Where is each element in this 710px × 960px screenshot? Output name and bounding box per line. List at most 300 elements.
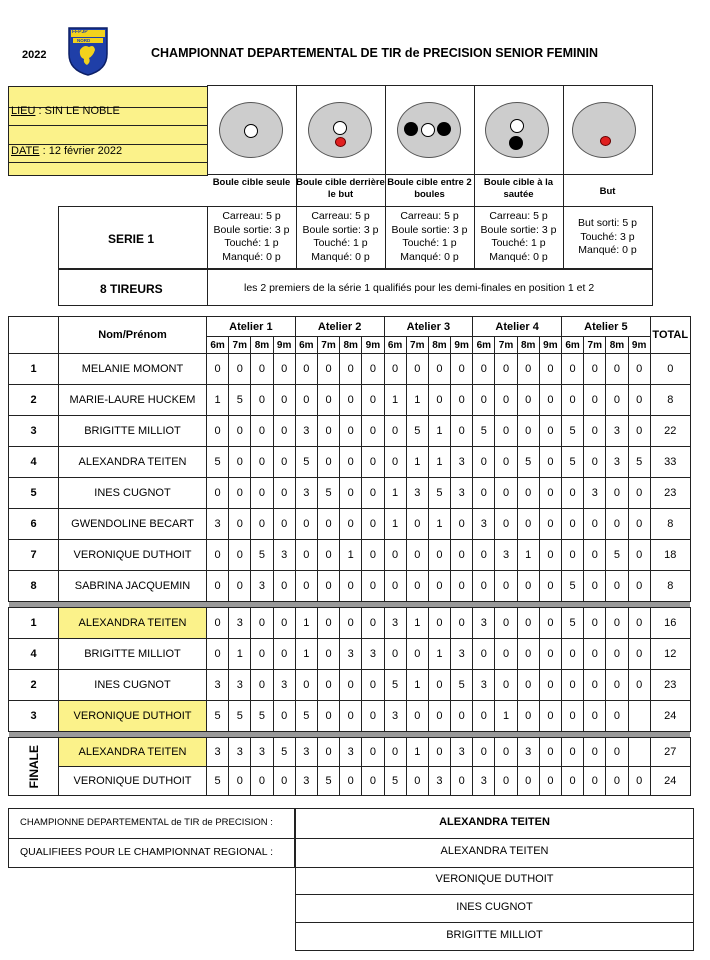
rule: Boule sortie: 3 p: [391, 223, 468, 236]
rules-atelier3: [385, 210, 474, 264]
score-cell: 0: [295, 571, 317, 602]
player-name: INES CUGNOT: [59, 478, 207, 509]
score-cell: 0: [428, 608, 450, 639]
player-name: VERONIQUE DUTHOIT: [59, 767, 207, 796]
qualified-4: BRIGITTE MILLIOT: [446, 929, 543, 941]
score-cell: 0: [317, 738, 339, 767]
lieu-value: : SIN LE NOBLE: [35, 105, 120, 117]
table-row: [9, 670, 691, 701]
score-cell: 0: [517, 701, 539, 732]
score-cell: 3: [451, 639, 473, 670]
score-cell: 0: [207, 571, 229, 602]
score-cell: 0: [340, 354, 362, 385]
score-cell: 0: [362, 701, 384, 732]
score-cell: 1: [406, 738, 428, 767]
score-cell: 0: [584, 701, 606, 732]
score-cell: 3: [584, 478, 606, 509]
score-cell: 0: [562, 385, 584, 416]
score-cell: 0: [295, 540, 317, 571]
table-row: [9, 571, 691, 602]
score-cell: 0: [495, 416, 517, 447]
rule: Manqué: 0 p: [222, 250, 281, 263]
score-cell: 0: [362, 608, 384, 639]
score-cell: 1: [406, 608, 428, 639]
finale-cell: [9, 738, 59, 796]
distance-header: 6m: [562, 337, 584, 354]
score-cell: 0: [406, 767, 428, 796]
year: 2022: [22, 49, 47, 61]
score-cell: 0: [340, 670, 362, 701]
score-cell: 0: [384, 738, 406, 767]
score-cell: 0: [340, 385, 362, 416]
score-cell: 1: [428, 639, 450, 670]
score-cell: 0: [451, 608, 473, 639]
score-cell: 0: [473, 478, 495, 509]
score-cell: 0: [562, 478, 584, 509]
score-cell: 3: [207, 670, 229, 701]
score-cell: 0: [606, 639, 628, 670]
score-cell: 3: [229, 738, 251, 767]
score-cell: 3: [229, 670, 251, 701]
score-cell: 0: [251, 670, 273, 701]
player-name: GWENDOLINE BECART: [59, 509, 207, 540]
score-cell: 0: [606, 767, 628, 796]
score-cell: 3: [517, 738, 539, 767]
score-cell: 3: [473, 608, 495, 639]
score-cell: 0: [495, 767, 517, 796]
score-cell: 0: [539, 447, 561, 478]
score-cell: 0: [317, 509, 339, 540]
total-cell: 0: [650, 354, 690, 385]
score-cell: 5: [229, 701, 251, 732]
score-cell: 1: [517, 540, 539, 571]
score-cell: 0: [229, 767, 251, 796]
score-cell: 0: [229, 354, 251, 385]
score-cell: 0: [273, 767, 295, 796]
atelier-title-2: Boule cible derrière le but: [296, 177, 385, 200]
score-cell: 1: [428, 509, 450, 540]
score-cell: [628, 701, 650, 732]
date-line: [11, 145, 122, 157]
rule: Touché: 1 p: [402, 237, 457, 249]
lieu-label: LIEU: [11, 105, 36, 117]
score-cell: 0: [495, 447, 517, 478]
score-cell: 0: [273, 416, 295, 447]
finale-label: FINALE: [26, 744, 41, 789]
rank-cell: 7: [9, 540, 59, 571]
score-cell: 3: [229, 608, 251, 639]
table-row: [9, 385, 691, 416]
score-cell: 5: [562, 447, 584, 478]
rank-cell: 4: [9, 639, 59, 670]
score-cell: 0: [340, 571, 362, 602]
score-cell: 0: [584, 540, 606, 571]
score-cell: 0: [539, 478, 561, 509]
score-cell: 3: [273, 540, 295, 571]
score-cell: 0: [584, 354, 606, 385]
score-cell: 3: [406, 478, 428, 509]
atelier-header: Atelier 2: [295, 317, 384, 337]
score-cell: 0: [517, 354, 539, 385]
score-cell: 0: [606, 571, 628, 602]
distance-header: 8m: [340, 337, 362, 354]
score-cell: 0: [317, 608, 339, 639]
distance-header: 8m: [251, 337, 273, 354]
rank-cell: 4: [9, 447, 59, 478]
score-cell: 0: [451, 701, 473, 732]
player-name: MELANIE MOMONT: [59, 354, 207, 385]
score-cell: 0: [273, 608, 295, 639]
score-cell: 0: [539, 540, 561, 571]
total-cell: 8: [650, 509, 690, 540]
score-cell: 0: [473, 385, 495, 416]
score-cell: 1: [295, 639, 317, 670]
distance-header: 6m: [384, 337, 406, 354]
player-name: SABRINA JACQUEMIN: [59, 571, 207, 602]
score-cell: 0: [628, 478, 650, 509]
info-box: [8, 86, 208, 176]
score-cell: 0: [539, 738, 561, 767]
rank-cell: 3: [9, 416, 59, 447]
name-header: Nom/Prénom: [59, 317, 207, 354]
score-cell: 5: [207, 447, 229, 478]
score-cell: 0: [562, 540, 584, 571]
score-cell: 1: [229, 639, 251, 670]
score-cell: 0: [539, 416, 561, 447]
score-cell: 3: [251, 571, 273, 602]
rule: Boule sortie: 3 p: [302, 223, 379, 236]
distance-header: 9m: [539, 337, 561, 354]
score-cell: 0: [406, 540, 428, 571]
score-cell: 0: [606, 738, 628, 767]
score-cell: 0: [229, 447, 251, 478]
score-cell: 0: [251, 767, 273, 796]
score-cell: 5: [295, 701, 317, 732]
distance-header: 7m: [495, 337, 517, 354]
score-cell: 3: [295, 738, 317, 767]
score-cell: 0: [628, 509, 650, 540]
score-cell: 0: [340, 701, 362, 732]
table-row: [9, 540, 691, 571]
rank-cell: 2: [9, 385, 59, 416]
score-cell: 0: [517, 670, 539, 701]
score-cell: 0: [451, 767, 473, 796]
score-cell: 0: [207, 354, 229, 385]
atelier-header: Atelier 1: [207, 317, 296, 337]
score-cell: 0: [495, 354, 517, 385]
table-row: [9, 608, 691, 639]
score-cell: 3: [428, 767, 450, 796]
score-cell: 0: [295, 670, 317, 701]
score-cell: 0: [451, 509, 473, 540]
score-cell: 5: [317, 478, 339, 509]
score-cell: 0: [562, 509, 584, 540]
score-cell: 0: [584, 509, 606, 540]
rank-cell: 2: [9, 670, 59, 701]
score-cell: 0: [362, 447, 384, 478]
score-cell: 0: [406, 639, 428, 670]
score-cell: 0: [473, 447, 495, 478]
score-cell: 0: [517, 509, 539, 540]
total-cell: 8: [650, 571, 690, 602]
qualified-2: VERONIQUE DUTHOIT: [435, 873, 554, 885]
score-cell: 0: [628, 571, 650, 602]
score-cell: 0: [606, 509, 628, 540]
player-name: VERONIQUE DUTHOIT: [59, 540, 207, 571]
score-cell: 0: [251, 416, 273, 447]
score-cell: 0: [362, 738, 384, 767]
score-cell: 3: [473, 670, 495, 701]
atelier-header: Atelier 4: [473, 317, 562, 337]
table-row: [9, 478, 691, 509]
score-cell: 3: [207, 738, 229, 767]
score-cell: 0: [628, 416, 650, 447]
rule: Boule sortie: 3 p: [213, 223, 290, 236]
table-row: [9, 447, 691, 478]
score-cell: 1: [384, 478, 406, 509]
score-cell: 3: [384, 701, 406, 732]
distance-header: 8m: [428, 337, 450, 354]
score-table: [8, 316, 691, 796]
score-cell: 1: [384, 509, 406, 540]
score-cell: 0: [428, 354, 450, 385]
score-cell: 1: [495, 701, 517, 732]
score-cell: 3: [451, 447, 473, 478]
score-cell: 0: [473, 540, 495, 571]
score-cell: 3: [451, 478, 473, 509]
score-cell: 5: [562, 571, 584, 602]
score-cell: 0: [406, 354, 428, 385]
score-cell: 3: [340, 738, 362, 767]
rules-but: [563, 217, 652, 258]
score-cell: 0: [539, 509, 561, 540]
page-title: CHAMPIONNAT DEPARTEMENTAL DE TIR de PRECISION SENIOR FEMININ: [151, 46, 599, 60]
score-cell: 0: [295, 354, 317, 385]
score-cell: 0: [473, 701, 495, 732]
score-cell: 0: [584, 767, 606, 796]
rule: Touché: 1 p: [224, 237, 279, 249]
score-cell: 0: [317, 701, 339, 732]
score-cell: 3: [473, 509, 495, 540]
score-cell: 0: [606, 670, 628, 701]
score-cell: 0: [406, 701, 428, 732]
score-cell: 0: [251, 608, 273, 639]
score-cell: 0: [251, 447, 273, 478]
score-cell: 0: [428, 738, 450, 767]
score-cell: 0: [362, 416, 384, 447]
score-cell: 5: [606, 540, 628, 571]
distance-header: 7m: [229, 337, 251, 354]
total-cell: 12: [650, 639, 690, 670]
score-cell: 0: [340, 608, 362, 639]
score-cell: 0: [628, 540, 650, 571]
score-cell: 0: [340, 767, 362, 796]
score-cell: 0: [584, 738, 606, 767]
lieu-line: [11, 105, 120, 117]
score-cell: 1: [384, 385, 406, 416]
distance-header: 7m: [584, 337, 606, 354]
score-cell: 0: [628, 767, 650, 796]
rule: Manqué: 0 p: [489, 250, 548, 263]
table-row: [9, 354, 691, 385]
score-cell: 0: [584, 639, 606, 670]
score-cell: 1: [428, 416, 450, 447]
score-cell: 0: [229, 478, 251, 509]
total-cell: 33: [650, 447, 690, 478]
score-cell: 0: [517, 385, 539, 416]
score-cell: 0: [317, 670, 339, 701]
score-cell: 0: [517, 767, 539, 796]
score-cell: 0: [384, 416, 406, 447]
atelier-header: Atelier 5: [562, 317, 651, 337]
score-cell: 0: [317, 354, 339, 385]
score-cell: 0: [340, 447, 362, 478]
player-name: ALEXANDRA TEITEN: [59, 447, 207, 478]
score-cell: 0: [495, 509, 517, 540]
qualified-label: QUALIFIEES POUR LE CHAMPIONNAT REGIONAL :: [20, 846, 274, 858]
score-cell: 0: [406, 509, 428, 540]
total-cell: 18: [650, 540, 690, 571]
score-cell: 5: [473, 416, 495, 447]
score-cell: 3: [295, 478, 317, 509]
atelier-title-1: Boule cible seule: [212, 177, 291, 188]
score-cell: 0: [473, 738, 495, 767]
table-row: [9, 738, 691, 767]
rules-atelier4: [474, 210, 563, 264]
total-cell: 23: [650, 670, 690, 701]
table-row: [9, 416, 691, 447]
score-cell: 0: [628, 385, 650, 416]
score-cell: 0: [428, 571, 450, 602]
score-cell: 0: [362, 670, 384, 701]
score-cell: 0: [229, 571, 251, 602]
score-cell: 0: [362, 478, 384, 509]
total-cell: 24: [650, 767, 690, 796]
player-name: MARIE-LAURE HUCKEM: [59, 385, 207, 416]
score-cell: 0: [451, 354, 473, 385]
champion-label: CHAMPIONNE DEPARTEMENTAL de TIR de PRECISION :: [20, 817, 273, 828]
score-cell: 3: [251, 738, 273, 767]
rank-cell: 8: [9, 571, 59, 602]
score-cell: 0: [473, 639, 495, 670]
score-cell: 0: [451, 571, 473, 602]
logo-text-bottom: NORD: [77, 38, 91, 43]
score-cell: 0: [251, 385, 273, 416]
score-cell: 0: [495, 639, 517, 670]
rule: Manqué: 0 p: [400, 250, 459, 263]
rule: Touché: 1 p: [491, 237, 546, 249]
target-atelier3-icon: [397, 102, 461, 158]
score-cell: 0: [428, 701, 450, 732]
score-cell: 0: [495, 385, 517, 416]
score-cell: 0: [539, 767, 561, 796]
score-cell: 0: [495, 571, 517, 602]
rule: But sorti: 5 p: [578, 217, 637, 229]
score-cell: 0: [495, 738, 517, 767]
table-row: [9, 639, 691, 670]
score-cell: 0: [362, 571, 384, 602]
score-cell: 0: [384, 639, 406, 670]
distance-header: 9m: [628, 337, 650, 354]
score-cell: 5: [207, 767, 229, 796]
score-cell: 0: [251, 509, 273, 540]
rules-atelier2: [296, 210, 385, 264]
rule: Manqué: 0 p: [311, 250, 370, 263]
score-cell: 0: [317, 416, 339, 447]
score-cell: 0: [606, 701, 628, 732]
distance-header: 6m: [207, 337, 229, 354]
ffpjp-nord-logo: [67, 26, 109, 76]
score-cell: 5: [229, 385, 251, 416]
rank-cell: 5: [9, 478, 59, 509]
rank-cell: 1: [9, 354, 59, 385]
score-cell: 5: [562, 416, 584, 447]
score-cell: 0: [317, 571, 339, 602]
score-cell: 0: [362, 540, 384, 571]
total-cell: 16: [650, 608, 690, 639]
score-cell: 0: [384, 447, 406, 478]
total-header: TOTAL: [650, 317, 690, 354]
score-cell: 0: [229, 416, 251, 447]
atelier-title-3: Boule cible entre 2 boules: [387, 177, 472, 200]
score-cell: 0: [340, 509, 362, 540]
score-cell: 0: [251, 639, 273, 670]
score-cell: 5: [273, 738, 295, 767]
score-cell: 0: [207, 608, 229, 639]
score-cell: 3: [495, 540, 517, 571]
score-cell: 0: [628, 639, 650, 670]
distance-header: 9m: [451, 337, 473, 354]
score-cell: 1: [406, 385, 428, 416]
score-cell: 0: [628, 354, 650, 385]
distance-header: 6m: [295, 337, 317, 354]
score-cell: 3: [362, 639, 384, 670]
score-cell: 1: [295, 608, 317, 639]
score-cell: 3: [451, 738, 473, 767]
score-cell: 0: [317, 385, 339, 416]
score-cell: 0: [384, 540, 406, 571]
score-cell: 0: [606, 478, 628, 509]
score-cell: 0: [428, 540, 450, 571]
score-cell: 3: [473, 767, 495, 796]
target-atelier4-icon: [485, 102, 549, 158]
total-cell: 27: [650, 738, 690, 767]
score-cell: 0: [428, 670, 450, 701]
score-cell: 0: [562, 639, 584, 670]
rule: Carreau: 5 p: [400, 210, 459, 222]
date-value: : 12 février 2022: [39, 145, 123, 157]
distance-header: 8m: [606, 337, 628, 354]
tireurs-label: 8 TIREURS: [100, 282, 163, 296]
distance-header: 8m: [517, 337, 539, 354]
atelier-title-5: But: [599, 186, 616, 197]
qualif-note: les 2 premiers de la série 1 qualifiés pour les demi-finales en position 1 et 2: [244, 282, 595, 294]
score-cell: 0: [317, 639, 339, 670]
score-cell: 0: [317, 540, 339, 571]
score-cell: 0: [340, 478, 362, 509]
rule: Carreau: 5 p: [311, 210, 370, 222]
score-cell: 5: [295, 447, 317, 478]
score-cell: 3: [295, 767, 317, 796]
score-cell: 0: [251, 354, 273, 385]
score-cell: 0: [517, 639, 539, 670]
score-cell: 0: [384, 354, 406, 385]
score-cell: 0: [517, 571, 539, 602]
score-cell: 0: [207, 639, 229, 670]
score-cell: 0: [273, 478, 295, 509]
score-cell: 3: [606, 416, 628, 447]
score-cell: 5: [517, 447, 539, 478]
